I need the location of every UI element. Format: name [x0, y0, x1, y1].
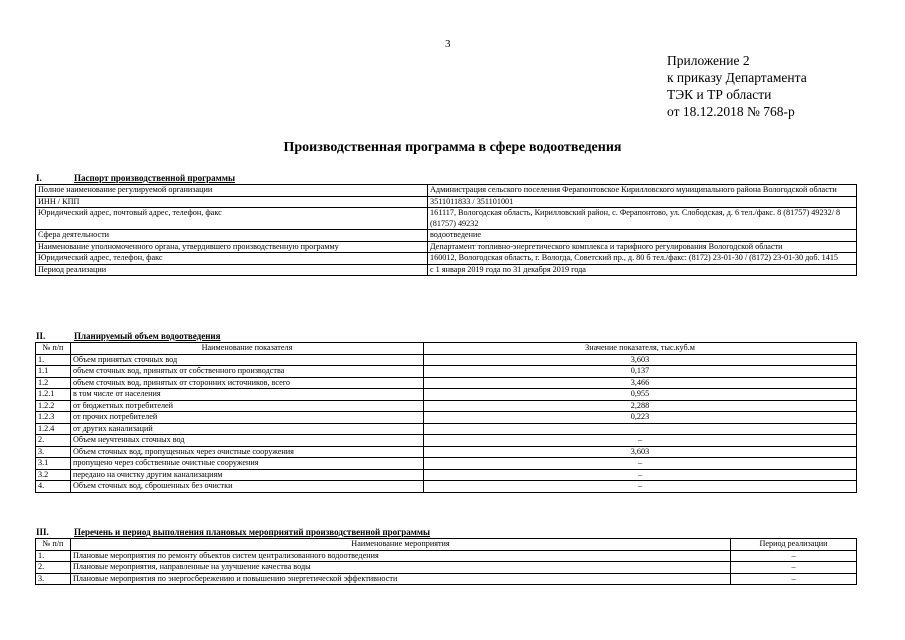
- appendix-line: Приложение 2: [667, 53, 750, 68]
- indicator-value: 3,466: [424, 377, 857, 389]
- passport-value: Администрация сельского поселения Ферапонтовское Кирилловского муниципального района Вологодской области: [428, 185, 857, 197]
- table-row: [36, 550, 857, 562]
- table-row: [36, 354, 857, 366]
- row-number: 4.: [36, 481, 71, 493]
- row-number: 1.2.3: [36, 412, 71, 424]
- header-value: Значение показателя, тыс.куб.м: [424, 343, 857, 355]
- indicator-value: 0,223: [424, 412, 857, 424]
- passport-key: ИНН / КПП: [36, 196, 428, 208]
- indicator-name: от бюджетных потребителей: [71, 400, 424, 412]
- row-number: 3.: [36, 446, 71, 458]
- passport-value: 160012, Вологодская область, г. Вологда, Советский пр., д. 80 б тел./факс: (8172) 23-01-30 / (8172) 23-01-30 доб. 1415: [428, 253, 857, 265]
- appendix-line: от 18.12.2018 № 768-р: [667, 104, 795, 119]
- measure-name: Плановые мероприятия по ремонту объектов систем централизованного водоотведения: [71, 550, 731, 562]
- passport-table: [35, 184, 857, 276]
- passport-key: Полное наименование регулируемой организации: [36, 185, 428, 197]
- indicator-value: 3,603: [424, 354, 857, 366]
- passport-key: Юридический адрес, телефон, факс: [36, 253, 428, 265]
- row-number: 2.: [36, 435, 71, 447]
- indicator-value: 2,288: [424, 400, 857, 412]
- section-number: III.: [36, 527, 49, 537]
- passport-key: Сфера деятельности: [36, 230, 428, 242]
- measure-name: Плановые мероприятия по энергосбережению и повышению энергетической эффективности: [71, 573, 731, 585]
- passport-key: Юридический адрес, почтовый адрес, телефон, факс: [36, 208, 428, 230]
- indicator-value: –: [424, 481, 857, 493]
- row-number: 1.2.2: [36, 400, 71, 412]
- table-row: [36, 412, 857, 424]
- table-header-row: [36, 343, 857, 355]
- section-1-heading: [36, 173, 235, 183]
- measures-table: [35, 538, 857, 585]
- section-title: Планируемый объем водоотведения: [74, 331, 221, 341]
- table-header-row: [36, 539, 857, 551]
- indicator-value: 0,955: [424, 389, 857, 401]
- table-row: [36, 208, 857, 230]
- section-2-heading: [36, 331, 220, 341]
- indicator-name: объем сточных вод, принятых от сторонних источников, всего: [71, 377, 424, 389]
- indicator-value: 3,603: [424, 446, 857, 458]
- table-row: [36, 562, 857, 574]
- section-3-heading: [36, 527, 430, 537]
- table-row: [36, 253, 857, 265]
- header-num: № п/п: [36, 343, 71, 355]
- appendix-line: ТЭК и ТР области: [667, 87, 772, 102]
- measure-period: –: [731, 562, 857, 574]
- header-period: Период реализации: [731, 539, 857, 551]
- table-row: [36, 423, 857, 435]
- indicator-value: 0,137: [424, 366, 857, 378]
- indicator-name: Объем неучтенных сточных вод: [71, 435, 424, 447]
- page-number: 3: [445, 38, 451, 50]
- volume-table: [35, 342, 857, 493]
- passport-value: 161117, Вологодская область, Кирилловский район, с. Ферапонтово, ул. Слободская, д. 6 тел./факс. 8 (81757) 49232/ 8 (81757) 49232: [428, 208, 857, 230]
- table-row: [36, 366, 857, 378]
- row-number: 1.2.4: [36, 423, 71, 435]
- table-row: [36, 264, 857, 276]
- row-number: 1.: [36, 550, 71, 562]
- indicator-value: [424, 423, 857, 435]
- row-number: 1.: [36, 354, 71, 366]
- table-row: [36, 241, 857, 253]
- indicator-value: –: [424, 435, 857, 447]
- section-number: II.: [36, 331, 46, 341]
- table-row: [36, 435, 857, 447]
- header-name: Наименование мероприятия: [71, 539, 731, 551]
- document-title: Производственная программа в сфере водоотведения: [283, 140, 622, 155]
- row-number: 2.: [36, 562, 71, 574]
- passport-value: Департамент топливно-энергетического комплекса и тарифного регулирования Вологодской области: [428, 241, 857, 253]
- row-number: 3.1: [36, 458, 71, 470]
- passport-value: 3511011833 / 351101001: [428, 196, 857, 208]
- passport-key: Период реализации: [36, 264, 428, 276]
- indicator-name: от прочих потребителей: [71, 412, 424, 424]
- passport-value: с 1 января 2019 года по 31 декабря 2019 года: [428, 264, 857, 276]
- header-name: Наименование показателя: [71, 343, 424, 355]
- table-row: [36, 230, 857, 242]
- indicator-name: Объем сточных вод, пропущенных через очистные сооружения: [71, 446, 424, 458]
- indicator-name: в том числе от населения: [71, 389, 424, 401]
- table-row: [36, 196, 857, 208]
- table-row: [36, 469, 857, 481]
- indicator-name: пропущено через собственные очистные сооружения: [71, 458, 424, 470]
- passport-value: водоотведение: [428, 230, 857, 242]
- passport-key: Наименование уполномоченного органа, утвердившего производственную программу: [36, 241, 428, 253]
- table-row: [36, 389, 857, 401]
- row-number: 1.1: [36, 366, 71, 378]
- table-row: [36, 377, 857, 389]
- table-row: [36, 458, 857, 470]
- measure-name: Плановые мероприятия, направленные на улучшение качества воды: [71, 562, 731, 574]
- indicator-name: объем сточных вод, принятых от собственного производства: [71, 366, 424, 378]
- indicator-name: передано на очистку другим канализациям: [71, 469, 424, 481]
- section-title: Перечень и период выполнения плановых мероприятий производственной программы: [74, 527, 431, 537]
- row-number: 1.2.1: [36, 389, 71, 401]
- indicator-value: –: [424, 458, 857, 470]
- section-number: I.: [36, 173, 42, 183]
- appendix-block: [667, 52, 807, 120]
- appendix-line: к приказу Департамента: [667, 70, 807, 85]
- row-number: 1.2: [36, 377, 71, 389]
- measure-period: –: [731, 550, 857, 562]
- table-row: [36, 400, 857, 412]
- header-num: № п/п: [36, 539, 71, 551]
- measure-period: –: [731, 573, 857, 585]
- row-number: 3.2: [36, 469, 71, 481]
- table-row: [36, 446, 857, 458]
- table-row: [36, 185, 857, 197]
- indicator-value: –: [424, 469, 857, 481]
- section-title: Паспорт производственной программы: [74, 173, 235, 183]
- indicator-name: от других канализаций: [71, 423, 424, 435]
- table-row: [36, 481, 857, 493]
- indicator-name: Объем принятых сточных вод: [71, 354, 424, 366]
- indicator-name: Объем сточных вод, сброшенных без очистки: [71, 481, 424, 493]
- table-row: [36, 573, 857, 585]
- row-number: 3.: [36, 573, 71, 585]
